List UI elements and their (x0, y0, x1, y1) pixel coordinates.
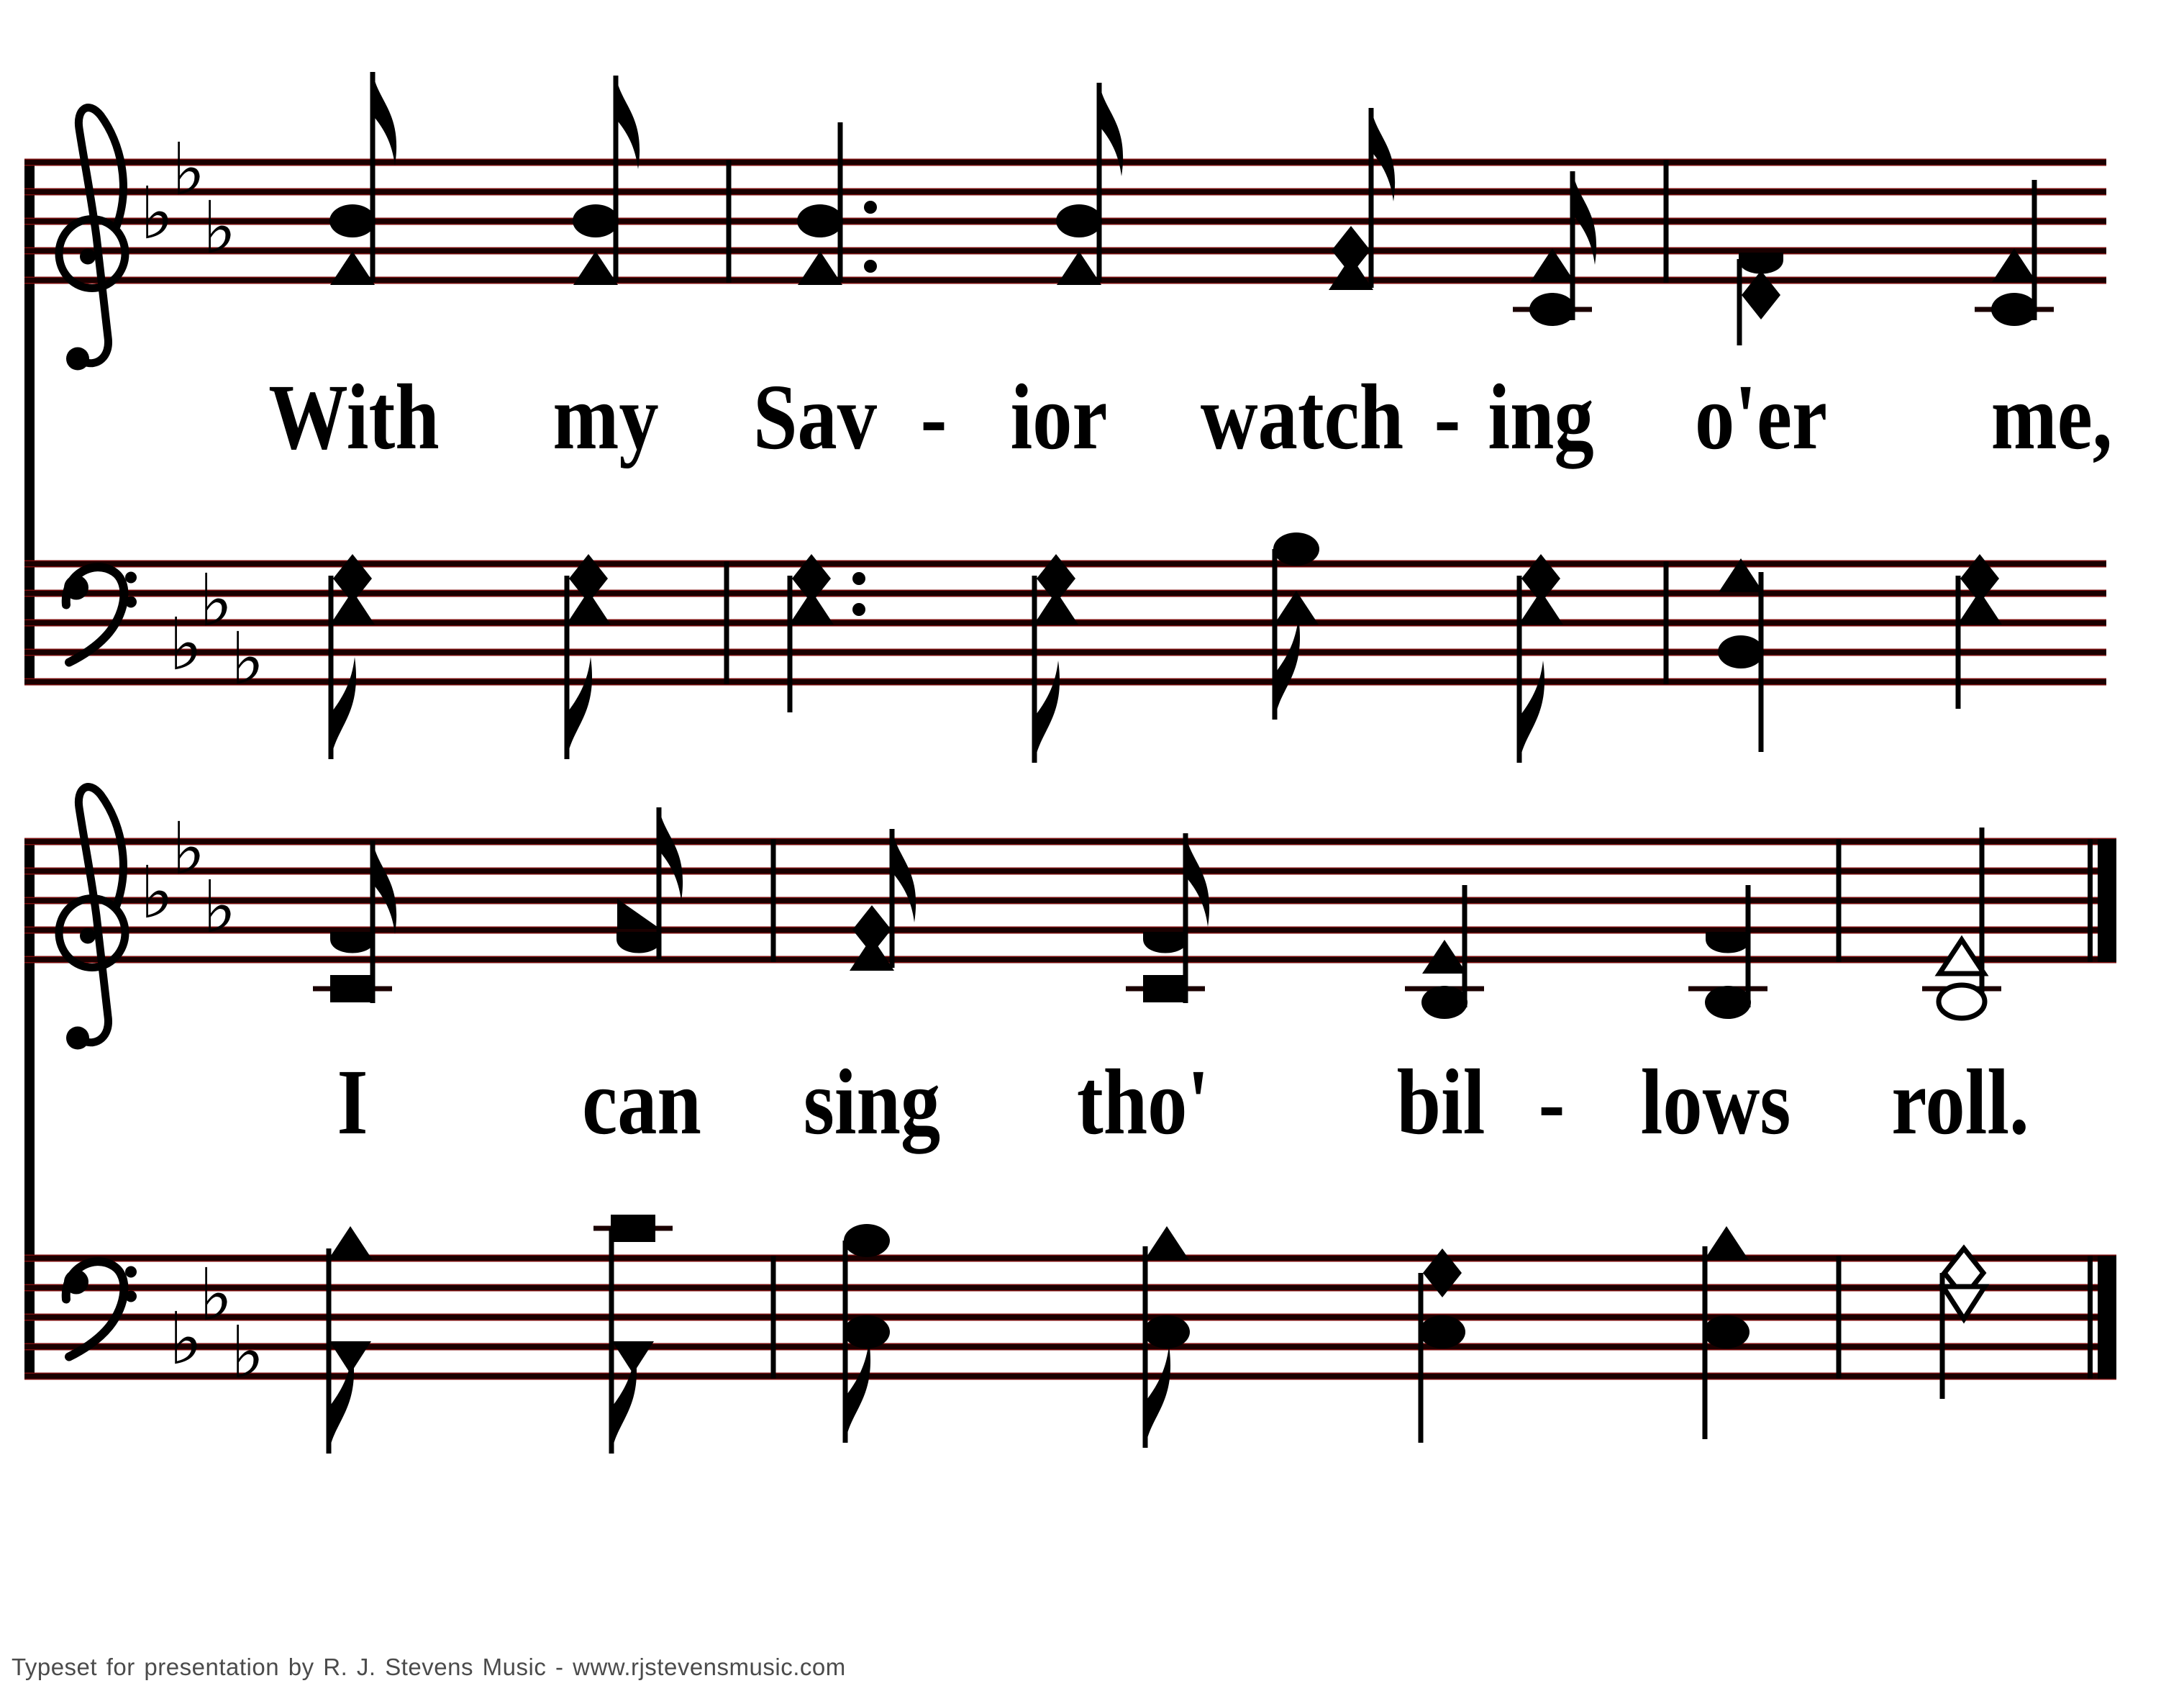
augmentation-dot (864, 201, 877, 214)
eighth-flag (567, 657, 592, 759)
final-barline-thin (2088, 1256, 2093, 1379)
staff-treble-2 (24, 787, 2116, 1050)
note (1922, 828, 2001, 1018)
barline (1837, 839, 1842, 962)
lyric-line-1 (268, 366, 2112, 469)
lyric-line-2 (337, 1051, 2029, 1154)
final-barline-thick (2098, 1256, 2116, 1379)
notehead-triangle (1704, 1226, 1749, 1260)
eighth-flag (845, 1341, 870, 1443)
lyric-syllable: ing (1488, 365, 1594, 470)
flat-sign: ♭ (171, 807, 206, 891)
note (1143, 1226, 1191, 1448)
barline (771, 1256, 776, 1379)
notehead-triangle (1329, 256, 1373, 290)
staff-line (24, 189, 2106, 194)
note (1032, 554, 1079, 763)
clef-dot (125, 1291, 137, 1302)
notehead-cone (329, 1341, 371, 1374)
note-stem (2032, 180, 2037, 320)
note-stem (1956, 576, 1961, 709)
note (1126, 833, 1209, 1003)
clef-ball (66, 348, 89, 371)
clef-dot (125, 572, 137, 584)
note (1737, 253, 1784, 345)
staff-bass-2 (24, 1215, 2116, 1454)
flat-sign: ♭ (230, 617, 265, 701)
flat-sign: ♭ (171, 127, 206, 212)
lyric-hyphen: - (920, 365, 947, 470)
staff-line (24, 1285, 2116, 1290)
lyric-syllable: o'er (1694, 365, 1828, 470)
lyric-syllable: bil (1396, 1050, 1485, 1155)
augmentation-dot (852, 572, 865, 585)
note (593, 1215, 673, 1454)
clef-dot (125, 1266, 137, 1278)
staff-line (24, 561, 2106, 566)
notehead-oval (1703, 1315, 1750, 1348)
notehead-oval (1144, 1315, 1190, 1348)
staff-line (24, 839, 2116, 844)
bass-clef-icon (64, 1261, 137, 1356)
flat-sign: ♭ (202, 186, 237, 270)
staff-treble-1 (24, 72, 2106, 371)
eighth-flag (1275, 617, 1300, 720)
staff-line (24, 248, 2106, 253)
notehead-oval (1991, 293, 2037, 326)
clef-dot (125, 597, 137, 608)
notehead-oval (1273, 532, 1319, 566)
note-stem (838, 122, 843, 282)
clef-curve (66, 567, 124, 662)
note-stem (1462, 885, 1468, 1007)
lyric-hyphen: - (1538, 1050, 1565, 1155)
notehead-triangle (798, 251, 842, 285)
barline (771, 839, 776, 962)
barline (724, 561, 729, 684)
barline (1664, 160, 1669, 283)
flat-sign: ♭ (199, 558, 233, 643)
flat-sign: ♭ (202, 865, 237, 949)
notehead-semicircle (330, 932, 375, 953)
note-stem (1759, 572, 1764, 752)
flat-sign: ♭ (168, 602, 203, 686)
note (1517, 554, 1564, 763)
lyric-syllable: me, (1990, 365, 2113, 470)
eighth-flag (1145, 1346, 1170, 1448)
bass-clef-icon (64, 567, 137, 662)
typeset-credit: Typeset for presentation by R. J. Stevens Music - www.rjstevensmusic.com (12, 1654, 846, 1680)
staff-line (24, 679, 2106, 684)
lyric-syllable: I (337, 1050, 368, 1155)
note-stem (1980, 828, 1985, 1006)
lyric-syllable: can (582, 1050, 701, 1155)
barline (1664, 561, 1669, 684)
flat-sign: ♭ (140, 851, 174, 935)
eighth-flag (331, 657, 356, 759)
notehead-cone (612, 1341, 654, 1374)
staff-line (24, 591, 2106, 596)
treble-clef-icon (59, 108, 125, 371)
final-barline-thin (2088, 839, 2093, 962)
lyric-syllable: Sav (753, 365, 877, 470)
notehead-oval (1421, 986, 1468, 1019)
note (616, 807, 683, 959)
notehead-oval (844, 1315, 890, 1348)
note (1718, 558, 1764, 752)
notehead-oval (1939, 985, 1985, 1018)
eighth-flag (373, 840, 396, 934)
flat-sign: ♭ (230, 1310, 265, 1395)
notehead-triangle (850, 937, 894, 971)
flat-sign: ♭ (199, 1253, 233, 1337)
notehead-oval (1705, 986, 1751, 1019)
note (329, 554, 376, 759)
note (565, 554, 611, 759)
barline (727, 160, 732, 283)
augmentation-dot (864, 260, 877, 273)
clef-curve (66, 1261, 124, 1356)
staff-line (24, 1374, 2116, 1379)
notehead-oval (1419, 1315, 1465, 1348)
barline (1837, 1256, 1842, 1379)
final-barline-thick (2098, 839, 2116, 962)
note (1405, 885, 1484, 1019)
lyric-syllable: sing (803, 1050, 941, 1155)
staff-line (24, 869, 2116, 874)
notehead-triangle (1145, 1226, 1189, 1260)
lyric-syllable: With (268, 365, 440, 470)
notehead-semicircle (1143, 932, 1188, 953)
eighth-flag (1034, 661, 1060, 763)
note (797, 122, 877, 285)
note (313, 840, 396, 1003)
notehead-semicircle (1706, 932, 1750, 953)
notehead-oval (1056, 204, 1102, 237)
staff-line (24, 1315, 2116, 1320)
augmentation-dot (852, 603, 865, 616)
lyric-syllable: ior (1010, 365, 1108, 470)
notehead-oval (797, 204, 843, 237)
flat-sign: ♭ (168, 1297, 203, 1381)
staff-bass-1 (24, 532, 2106, 763)
notehead-oval (1718, 635, 1764, 668)
staff-line (24, 898, 2116, 903)
flat-sign: ♭ (140, 171, 174, 255)
notehead-oval (573, 204, 619, 237)
notehead-triangle (1057, 251, 1101, 285)
eighth-flag (1186, 833, 1209, 927)
notehead-oval (1529, 293, 1575, 326)
note (1056, 83, 1123, 285)
lyric-syllable: tho' (1076, 1050, 1210, 1155)
note-stem (1703, 1246, 1708, 1439)
lyric-syllable: roll. (1891, 1050, 2029, 1155)
note (1329, 108, 1395, 290)
note-stem (1737, 259, 1742, 345)
staff-line (24, 928, 2116, 933)
lyric-hyphen: - (1434, 365, 1461, 470)
eighth-flag (1519, 661, 1544, 763)
notehead-triangle (328, 1226, 373, 1260)
notehead-rect (330, 975, 375, 1002)
notehead-oval (329, 204, 376, 237)
eighth-flag (1371, 108, 1395, 201)
system-1 (24, 160, 35, 684)
eighth-flag (659, 807, 683, 901)
note (1703, 1226, 1750, 1439)
clef-ball (66, 1027, 89, 1050)
clef-eye (80, 928, 96, 944)
note (788, 554, 866, 712)
lyric-syllable: my (552, 365, 659, 470)
note (1956, 554, 2003, 709)
eighth-flag (616, 76, 640, 169)
notehead-rect (1143, 975, 1188, 1002)
note-stem (788, 576, 793, 712)
notehead-oval (844, 1224, 890, 1257)
note-stem (1419, 1273, 1424, 1443)
lyric-syllable: lows (1640, 1050, 1791, 1155)
eighth-flag (373, 72, 396, 166)
staff-line (24, 650, 2106, 655)
notehead-triangle (330, 251, 375, 285)
staff-line (24, 957, 2116, 962)
staff-line (24, 160, 2106, 165)
notehead-rect (611, 1215, 655, 1242)
system-2 (24, 839, 35, 1379)
treble-clef-icon (59, 787, 125, 1050)
notehead-triangle (573, 251, 618, 285)
system-bar (24, 839, 35, 1379)
note (1688, 885, 1767, 1019)
clef-eye (80, 249, 96, 265)
lyric-syllable: watch (1200, 365, 1404, 470)
notehead-semicircle (616, 932, 661, 953)
system-bar (24, 160, 35, 684)
